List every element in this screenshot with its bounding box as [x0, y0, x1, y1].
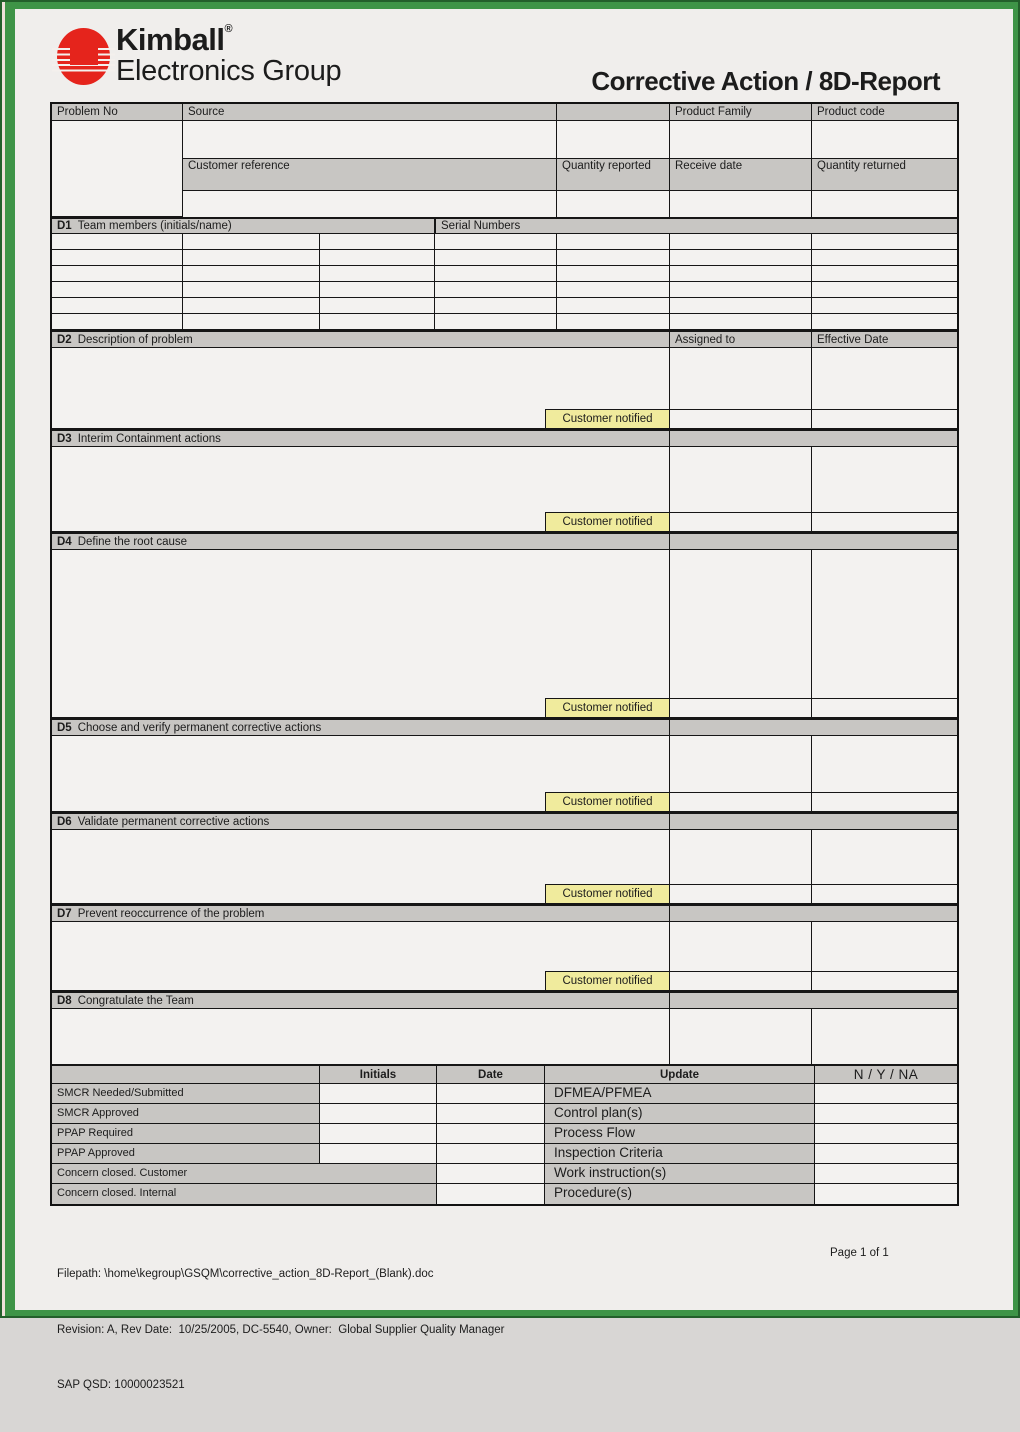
- d5-body: [52, 736, 957, 812]
- date-header: Date: [437, 1066, 545, 1084]
- d5-effective-low: [812, 792, 957, 811]
- d1-cell: [52, 266, 183, 282]
- d7-effective-low: [812, 971, 957, 990]
- initials-cell: [320, 1144, 437, 1164]
- d1-cell: [320, 282, 435, 298]
- page-title: Corrective Action / 8D-Report: [591, 66, 940, 96]
- d3-effective-low: [812, 512, 957, 531]
- d6-header-blank: [670, 814, 957, 830]
- status-row: [52, 1124, 957, 1144]
- d3-assigned-up: [670, 447, 811, 512]
- d1-cell: [435, 266, 557, 282]
- top-blank-header-cell: [557, 104, 670, 121]
- product-family-header: Product Family: [670, 104, 812, 121]
- d4-assigned-up: [670, 550, 811, 698]
- footer-filepath: Filepath: \home\kegroup\GSQM\corrective_action_8D-Report_(Blank).doc: [57, 1268, 434, 1280]
- d3-assigned-low: [670, 512, 811, 531]
- status-row: [52, 1104, 957, 1124]
- quantity-reported-header: Quantity reported: [557, 159, 670, 191]
- d2-assigned-to-cell: [670, 348, 812, 429]
- d1-cell: [557, 282, 670, 298]
- d2-customer-notified-badge: Customer notified: [545, 409, 669, 428]
- d1-cell: [320, 266, 435, 282]
- d1-row: [52, 266, 957, 282]
- nyna-cell: [815, 1084, 957, 1104]
- d3-header-row: [52, 429, 957, 447]
- serial-numbers-header: Serial Numbers: [435, 219, 957, 234]
- d1-row: [52, 234, 957, 250]
- status-table-header: [52, 1064, 957, 1084]
- d6-label: Validate permanent corrective actions: [77, 815, 270, 828]
- d5-assigned-to-cell: [670, 736, 812, 812]
- assigned-to-header: Assigned to: [670, 332, 812, 348]
- logo-center-block: [70, 47, 98, 65]
- d1-cell: [435, 314, 557, 330]
- d6-assigned-to-cell: [670, 830, 812, 904]
- d1-cell: [52, 314, 183, 330]
- d2-assigned-up: [670, 348, 811, 409]
- d7-header-blank: [670, 906, 957, 922]
- update-item: Inspection Criteria: [545, 1144, 815, 1164]
- d1-cell: [812, 234, 957, 250]
- d8-assigned-to-cell: [670, 1009, 812, 1064]
- d5-header-blank: [670, 720, 957, 736]
- d1-cell: [52, 250, 183, 266]
- customer-reference-value-cell: [183, 191, 557, 217]
- product-code-value-cell: [812, 121, 957, 159]
- nyna-cell: [815, 1144, 957, 1164]
- nyna-cell: [815, 1104, 957, 1124]
- d4-label: Define the root cause: [77, 535, 188, 548]
- update-item: Procedure(s): [545, 1184, 815, 1204]
- d1-title: [52, 219, 435, 234]
- d5-label: Choose and verify permanent corrective actions: [77, 721, 322, 734]
- d3-label: Interim Containment actions: [77, 432, 221, 445]
- nyna-cell: [815, 1164, 957, 1184]
- d4-title: [52, 534, 670, 550]
- quantity-returned-header: Quantity returned: [812, 159, 957, 191]
- d2-body: [52, 348, 957, 429]
- d1-cell: [320, 234, 435, 250]
- status-row-wide: [52, 1184, 957, 1204]
- document-footer: [57, 1228, 504, 1432]
- date-cell: [437, 1124, 545, 1144]
- d7-assigned-to-cell: [670, 922, 812, 991]
- d1-cell: [670, 250, 812, 266]
- d8-text-area: [52, 1009, 670, 1064]
- update-item: DFMEA/PFMEA: [545, 1084, 815, 1104]
- registered-mark: ®: [224, 23, 233, 35]
- d3-body: [52, 447, 957, 532]
- d4-header-blank: [670, 534, 957, 550]
- d5-header-row: [52, 718, 957, 736]
- source-header: Source: [183, 104, 557, 121]
- d5-effective-date-cell: [812, 736, 957, 812]
- status-row: [52, 1084, 957, 1104]
- d3-text-area: [52, 447, 670, 532]
- date-cell: [437, 1144, 545, 1164]
- d5-assigned-low: [670, 792, 811, 811]
- d2-assigned-low: [670, 409, 811, 428]
- d8-header-row: [52, 991, 957, 1009]
- d5-text-area: [52, 736, 670, 812]
- d6-assigned-low: [670, 884, 811, 903]
- d1-cell: [320, 314, 435, 330]
- d5-title: [52, 720, 670, 736]
- d7-text-area: [52, 922, 670, 991]
- d1-cell: [812, 298, 957, 314]
- d1-id: D1: [57, 220, 72, 232]
- d6-body: [52, 830, 957, 904]
- d4-customer-notified-badge: Customer notified: [545, 698, 669, 717]
- quantity-returned-value-cell: [812, 191, 957, 217]
- d2-effective-date-cell: [812, 348, 957, 429]
- d1-cell: [183, 234, 320, 250]
- d1-cell: [183, 314, 320, 330]
- top-blank-value-cell: [557, 121, 670, 159]
- status-label: SMCR Needed/Submitted: [52, 1084, 320, 1104]
- d7-body: [52, 922, 957, 991]
- d4-text-area: [52, 550, 670, 718]
- d5-assigned-up: [670, 736, 811, 792]
- d1-row: [52, 250, 957, 266]
- d4-assigned-low: [670, 698, 811, 717]
- status-label: Concern closed. Internal: [52, 1184, 437, 1204]
- d1-row: [52, 282, 957, 298]
- d1-cell: [812, 314, 957, 330]
- status-label: Concern closed. Customer: [52, 1164, 437, 1184]
- status-label: PPAP Required: [52, 1124, 320, 1144]
- d1-cell: [812, 282, 957, 298]
- source-value-cell: [183, 121, 557, 159]
- d1-cell: [435, 282, 557, 298]
- d1-cell: [812, 250, 957, 266]
- date-cell: [437, 1164, 545, 1184]
- d7-effective-up: [812, 922, 957, 971]
- problem-no-header: Problem No: [52, 104, 183, 121]
- d2-effective-up: [812, 348, 957, 409]
- d3-effective-date-cell: [812, 447, 957, 532]
- nyna-cell: [815, 1184, 957, 1204]
- initials-cell: [320, 1124, 437, 1144]
- d3-title: [52, 431, 670, 447]
- d1-cell: [557, 234, 670, 250]
- initials-header: Initials: [320, 1066, 437, 1084]
- d6-id: D6: [57, 815, 72, 828]
- page-number: Page 1 of 1: [830, 1247, 889, 1259]
- status-label: PPAP Approved: [52, 1144, 320, 1164]
- d4-body: [52, 550, 957, 718]
- d1-cell: [183, 250, 320, 266]
- customer-reference-header: Customer reference: [183, 159, 557, 191]
- quantity-reported-value-cell: [557, 191, 670, 217]
- d4-effective-date-cell: [812, 550, 957, 718]
- product-family-value-cell: [670, 121, 812, 159]
- d1-row: [52, 314, 957, 330]
- d5-effective-up: [812, 736, 957, 792]
- d1-cell: [557, 250, 670, 266]
- d3-id: D3: [57, 432, 72, 445]
- d2-label: Description of problem: [77, 333, 193, 346]
- d1-cell: [52, 298, 183, 314]
- d8-effective-date-cell: [812, 1009, 957, 1064]
- d4-header-row: [52, 532, 957, 550]
- d8-title: [52, 993, 670, 1009]
- d1-cell: [320, 298, 435, 314]
- scan-edge-strip: [2, 2, 5, 1316]
- d3-effective-up: [812, 447, 957, 512]
- d8-header-blank: [670, 993, 957, 1009]
- product-code-header: Product code: [812, 104, 957, 121]
- d8-label: Congratulate the Team: [77, 994, 194, 1007]
- d1-cell: [435, 250, 557, 266]
- d4-assigned-to-cell: [670, 550, 812, 718]
- d1-cell: [52, 282, 183, 298]
- brand-subtitle: Electronics Group: [116, 55, 342, 88]
- d4-id: D4: [57, 535, 72, 548]
- d3-header-blank: [670, 431, 957, 447]
- d4-effective-low: [812, 698, 957, 717]
- d1-cell: [670, 298, 812, 314]
- d2-title: [52, 332, 670, 348]
- receive-date-value-cell: [670, 191, 812, 217]
- d2-id: D2: [57, 333, 72, 346]
- status-blank-header: [52, 1066, 320, 1084]
- d7-effective-date-cell: [812, 922, 957, 991]
- d1-cell: [52, 234, 183, 250]
- d4-effective-up: [812, 550, 957, 698]
- d7-id: D7: [57, 907, 72, 920]
- d1-cell: [670, 266, 812, 282]
- d1-cell: [557, 266, 670, 282]
- d2-text-area: [52, 348, 670, 429]
- d1-cell: [670, 234, 812, 250]
- d1-cell: [670, 282, 812, 298]
- initials-cell: [320, 1104, 437, 1124]
- d1-cell: [183, 298, 320, 314]
- status-label: SMCR Approved: [52, 1104, 320, 1124]
- top-id-table: [52, 104, 957, 217]
- update-item: Process Flow: [545, 1124, 815, 1144]
- d6-effective-up: [812, 830, 957, 884]
- d1-cell: [670, 314, 812, 330]
- d1-cell: [435, 298, 557, 314]
- update-header: Update: [545, 1066, 815, 1084]
- receive-date-header: Receive date: [670, 159, 812, 191]
- d7-label: Prevent reoccurrence of the problem: [77, 907, 265, 920]
- 8d-report-form: [50, 102, 959, 1206]
- d6-effective-date-cell: [812, 830, 957, 904]
- d3-customer-notified-badge: Customer notified: [545, 512, 669, 531]
- d8-id: D8: [57, 994, 72, 1007]
- nyna-header: N / Y / NA: [815, 1066, 957, 1084]
- d6-title: [52, 814, 670, 830]
- d1-header-row: [52, 217, 957, 234]
- d2-header-row: [52, 330, 957, 348]
- d7-customer-notified-badge: Customer notified: [545, 971, 669, 990]
- status-row: [52, 1144, 957, 1164]
- d6-text-area: [52, 830, 670, 904]
- d8-body: [52, 1009, 957, 1064]
- date-cell: [437, 1084, 545, 1104]
- d6-customer-notified-badge: Customer notified: [545, 884, 669, 903]
- nyna-cell: [815, 1124, 957, 1144]
- d5-customer-notified-badge: Customer notified: [545, 792, 669, 811]
- effective-date-header: Effective Date: [812, 332, 957, 348]
- d6-header-row: [52, 812, 957, 830]
- d7-title: [52, 906, 670, 922]
- d1-cell: [320, 250, 435, 266]
- d1-label: Team members (initials/name): [77, 220, 232, 232]
- d1-cell: [183, 266, 320, 282]
- update-item: Work instruction(s): [545, 1164, 815, 1184]
- date-cell: [437, 1184, 545, 1204]
- d7-header-row: [52, 904, 957, 922]
- update-item: Control plan(s): [545, 1104, 815, 1124]
- initials-cell: [320, 1084, 437, 1104]
- footer-revision: Revision: A, Rev Date: 10/25/2005, DC-5540, Owner: Global Supplier Quality Manager: [57, 1323, 505, 1336]
- d6-assigned-up: [670, 830, 811, 884]
- d1-row: [52, 298, 957, 314]
- d5-id: D5: [57, 721, 72, 734]
- d1-cell: [435, 234, 557, 250]
- d1-cell: [557, 298, 670, 314]
- problem-no-value-cell: [52, 121, 183, 217]
- footer-sap: SAP QSD: 10000023521: [57, 1379, 185, 1391]
- status-row-wide: [52, 1164, 957, 1184]
- d1-cell: [183, 282, 320, 298]
- brand-name: Kimball®: [116, 22, 233, 57]
- kimball-logo-icon: [57, 28, 110, 85]
- date-cell: [437, 1104, 545, 1124]
- d3-assigned-to-cell: [670, 447, 812, 532]
- d1-cell: [557, 314, 670, 330]
- d7-assigned-low: [670, 971, 811, 990]
- d6-effective-low: [812, 884, 957, 903]
- d2-effective-low: [812, 409, 957, 428]
- d1-cell: [812, 266, 957, 282]
- d7-assigned-up: [670, 922, 811, 971]
